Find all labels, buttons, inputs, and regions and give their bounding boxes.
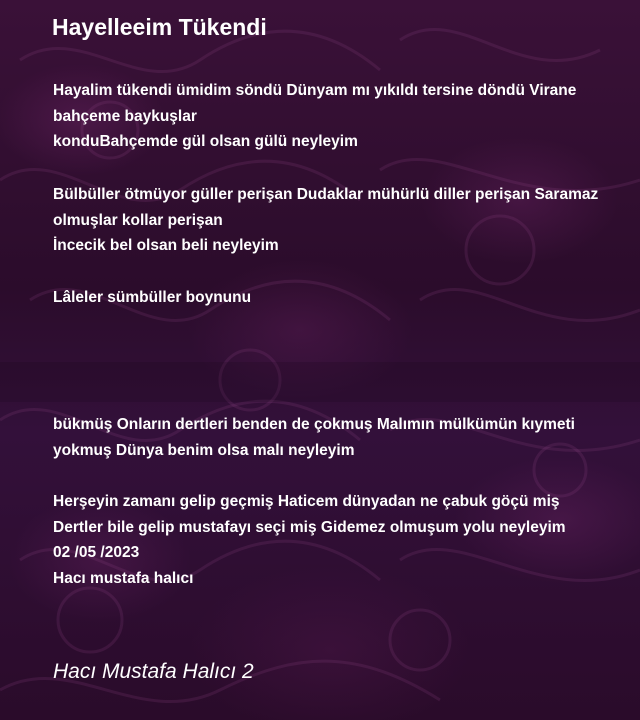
poem-signature: Hacı mustafa halıcı xyxy=(53,569,194,587)
stanza-1 xyxy=(53,78,623,155)
poem-line: Bülbüller ötmüyor güller perişan Dudaklar mühürlü diller perişan Saramaz olmuşlar kollar perişan xyxy=(53,186,599,229)
poem-line: Lâleler sümbüller boynunu xyxy=(53,289,252,306)
stanza-3 xyxy=(53,285,623,311)
stanza-2 xyxy=(53,182,623,259)
poem-date: 02 /05 /2023 xyxy=(53,544,140,561)
poem-line: Herşeyin zamanı gelip geçmiş Haticem dünyadan ne çabuk göçü miş xyxy=(53,493,560,510)
author-name: Hacı Mustafa Halıcı 2 xyxy=(53,660,254,683)
poem-line: Hayalim tükendi ümidim söndü Dünyam mı yıkıldı tersine döndü Virane bahçeme baykuşlar xyxy=(53,82,577,125)
poem-line: İncecik bel olsan beli neyleyim xyxy=(53,237,279,254)
poem-line: bükmüş Onların dertleri benden de çokmuş Malımın mülkümün kıymeti yokmuş Dünya benim olsa malı neyleyim xyxy=(53,416,575,459)
poem-line: konduBahçemde gül olsan gülü neyleyim xyxy=(53,133,358,150)
stanza-4 xyxy=(53,412,623,463)
poem-title: Hayelleeim Tükendi xyxy=(52,14,267,40)
poem-line: Dertler bile gelip mustafayı seçi miş Gidemez olmuşum yolu neyleyim xyxy=(53,518,566,536)
stanza-5 xyxy=(53,489,623,591)
